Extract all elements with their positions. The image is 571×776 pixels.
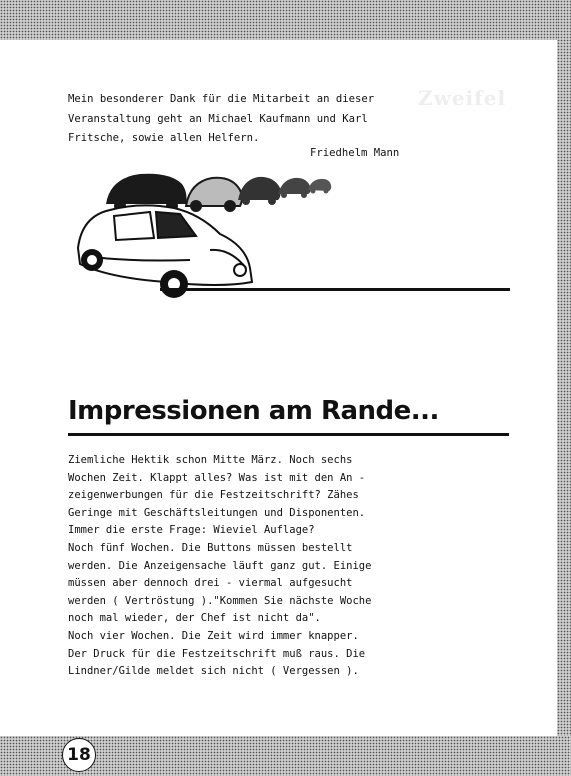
bleed-through-text: Zweifel (418, 86, 507, 110)
body-line: noch mal wieder, der Chef ist nicht da". (68, 612, 321, 625)
body-line: Ziemliche Hektik schon Mitte März. Noch sechs (68, 454, 353, 466)
body-line: müssen aber dennoch drei - viermal aufgesucht (68, 577, 353, 590)
body-line: Noch vier Wochen. Die Zeit wird immer knapper. (68, 629, 359, 642)
body-line: Geringe mit Geschäftsleitungen und Disponenten. (68, 506, 366, 519)
illustration-baseline-rule (160, 288, 510, 291)
heading-underline (68, 433, 509, 436)
section-heading: Impressionen am Rande... (68, 396, 439, 426)
body-line: werden. Die Anzeigensache läuft ganz gut. Einige (68, 559, 372, 572)
beetle-cars-illustration (70, 164, 520, 306)
body-line: zeigenwerbungen für die Festzeitschrift? Zähes (68, 489, 359, 502)
body-line: Der Druck für die Festzeitschrift muß raus. Die (68, 647, 366, 660)
body-line: Lindner/Gilde meldet sich nicht ( Vergessen ). (68, 665, 359, 678)
body-line: Immer die erste Frage: Wieviel Auflage? (68, 524, 315, 537)
halftone-border-top (0, 0, 571, 40)
page-number: 18 (62, 738, 96, 772)
thanks-paragraph: Mein besonderer Dank für die Mitarbeit an dieser Veranstaltung geht an Michael Kaufmann und Karl Fritsche, sowie allen Helfern. (68, 93, 375, 144)
halftone-border-right (557, 0, 571, 776)
signature: Friedhelm Mann (310, 147, 400, 159)
body-line: Noch fünf Wochen. Die Buttons müssen bestellt (68, 541, 353, 554)
body-text (68, 452, 508, 681)
body-line: Wochen Zeit. Klappt alles? Was ist mit den An - (68, 471, 366, 484)
body-line: werden ( Vertröstung )."Kommen Sie nächste Woche (68, 594, 372, 607)
